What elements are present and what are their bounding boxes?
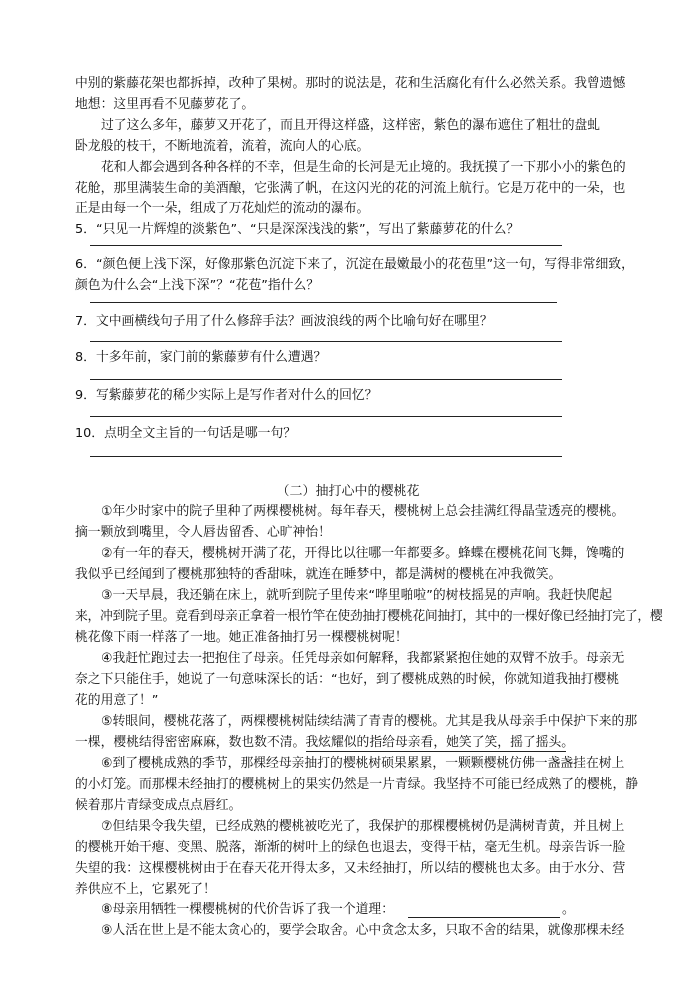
passage-line: 花舱，那里满装生命的美酒酿，它张满了帆，在这闪光的花的河流上航行。它是万花中的一朵，也 <box>75 181 626 196</box>
paragraph-line: ⑦但结果令我失望，已经成熟的樱桃被吃光了，我保护的那棵樱桃树仍是满树青黄，并且树上 <box>101 819 625 834</box>
paragraph-line: 候着那片青绿变成点点唇红。 <box>75 798 242 813</box>
paragraph-line: 我似乎已经闻到了樱桃那独特的香甜味，就连在睡梦中，都是满树的樱桃在冲我微笑。 <box>75 567 562 582</box>
passage-line: 正是由每一个一朵，组成了万花灿烂的流动的瀑布。 <box>75 201 370 216</box>
paragraph-line: 摘一颗放到嘴里，令人唇齿留香、心旷神怡！ <box>75 525 331 540</box>
paragraph-line: ②有一年的春天，樱桃树开满了花，开得比以往哪一年都要多。蜂蝶在樱桃花间飞舞，馋嘴的 <box>101 546 625 561</box>
question-6-line1: 6．“颜色便上浅下深，好像那紫色沉淀下来了，沉淀在最嫩最小的花苞里”这一句，写得非常细致， <box>75 257 634 272</box>
paragraph-line: 的小灯笼。而那棵未经抽打的樱桃树上的果实仍然是一片青绿。我坚持不可能已经成熟了的樱桃，静 <box>75 777 639 792</box>
paragraph-line: 养供应不上，它累死了！ <box>75 882 216 897</box>
section-title: （二）抽打心中的樱桃花 <box>276 484 420 499</box>
blank-period: 。 <box>562 902 575 917</box>
paragraph-line: ⑨人活在世上是不能太贪心的，要学会取舍。心中贪念太多，只取不舍的结果，就像那棵未经 <box>101 923 625 938</box>
paragraph-line: ⑧母亲用牺牲一棵樱桃树的代价告诉了我一个道理： <box>101 902 395 917</box>
passage-line: 花和人都会遇到各种各样的不幸，但是生命的长河是无止境的。我抚摸了一下那小小的紫色的 <box>101 160 626 175</box>
paragraph-line: 的樱桃开始干瘪、变黑、脱落，渐渐的树叶上的绿色也退去，变得干枯，毫无生机。母亲告诉一脸 <box>75 840 626 855</box>
passage-line: 地想：这里再看不见藤萝花了。 <box>75 97 255 112</box>
answer-line[interactable] <box>90 379 562 380</box>
question-7: 7．文中画横线句子用了什么修辞手法？画波浪线的两个比喻句好在哪里？ <box>75 314 493 329</box>
paragraph-line: ①年少时家中的院子里种了两棵樱桃树。每年春天，樱桃树上总会挂满红得晶莹透亮的樱桃。 <box>101 504 625 519</box>
question-10: 10．点明全文主旨的一句话是哪一句？ <box>75 426 297 441</box>
paragraph-line: 失望的我：这棵樱桃树由于在春天花开得太多，又未经抽打，所以结的樱桃也太多。由于水分、营 <box>75 861 626 876</box>
paragraph-line: 花的用意了！” <box>75 693 159 708</box>
question-5: 5．“只见一片辉煌的淡紫色”、“只是深深浅浅的紫”，写出了紫藤萝花的什么？ <box>75 222 520 237</box>
answer-line[interactable] <box>90 341 562 342</box>
question-9: 9．写紫藤萝花的稀少实际上是写作者对什么的回忆？ <box>75 388 378 403</box>
question-8: 8．十多年前，家门前的紫藤萝有什么遭遇？ <box>75 350 327 365</box>
paragraph-line: ⑤转眼间，樱桃花落了，两棵樱桃树陆续结满了青青的樱桃。尤其是我从母亲手中保护下来的那 <box>101 714 638 729</box>
paragraph-line: ⑥到了樱桃成熟的季节，那棵经母亲抽打的樱桃树硕果累累，一颗颗樱桃仿佛一盏盏挂在树上 <box>101 756 625 771</box>
passage-line: 过了这么多年，藤萝又开花了，而且开得这样盛，这样密，紫色的瀑布遮住了粗壮的盘虬 <box>101 118 601 133</box>
answer-blank[interactable] <box>408 917 560 918</box>
paragraph-line: 桃花像下雨一样落了一地。她正准备抽打另一棵樱桃树呢！ <box>75 630 408 645</box>
answer-line[interactable] <box>90 456 562 457</box>
answer-line[interactable] <box>90 416 562 417</box>
passage-line: 中别的紫藤花架也都拆掉，改种了果树。那时的说法是，花和生活腐化有什么必然关系。我曾遗憾 <box>75 76 626 91</box>
paragraph-line: 一棵，樱桃结得密密麻麻，数也数不清。我炫耀似的指给母亲看，她笑了笑，摇了摇头。 <box>75 735 575 750</box>
answer-line[interactable] <box>90 245 562 246</box>
passage-line: 卧龙般的枝干，不断地流着，流着，流向人的心底。 <box>75 139 370 154</box>
underline-mark <box>306 751 566 752</box>
paragraph-line: 奈之下只能住手，她说了一句意味深长的话：“也好，到了樱桃成熟的时候，你就知道我抽打樱桃 <box>75 672 620 687</box>
question-6-line2: 颜色为什么会“上浅下深”？“花苞”指什么？ <box>75 278 320 293</box>
paragraph-line: ③一天早晨，我还躺在床上，就听到院子里传来“哗里啪啦”的树枝摇晃的声响。我赶快爬起 <box>101 588 613 603</box>
answer-line[interactable] <box>90 302 557 303</box>
paragraph-line: 来，冲到院子里。竟看到母亲正拿着一根竹竿在使劲抽打樱桃花间抽打，其中的一棵好像已经抽打完了，樱 <box>75 609 663 624</box>
paragraph-line: ④我赶忙跑过去一把抱住了母亲。任凭母亲如何解释，我都紧紧抱住她的双臂不放手。母亲无 <box>101 651 625 666</box>
